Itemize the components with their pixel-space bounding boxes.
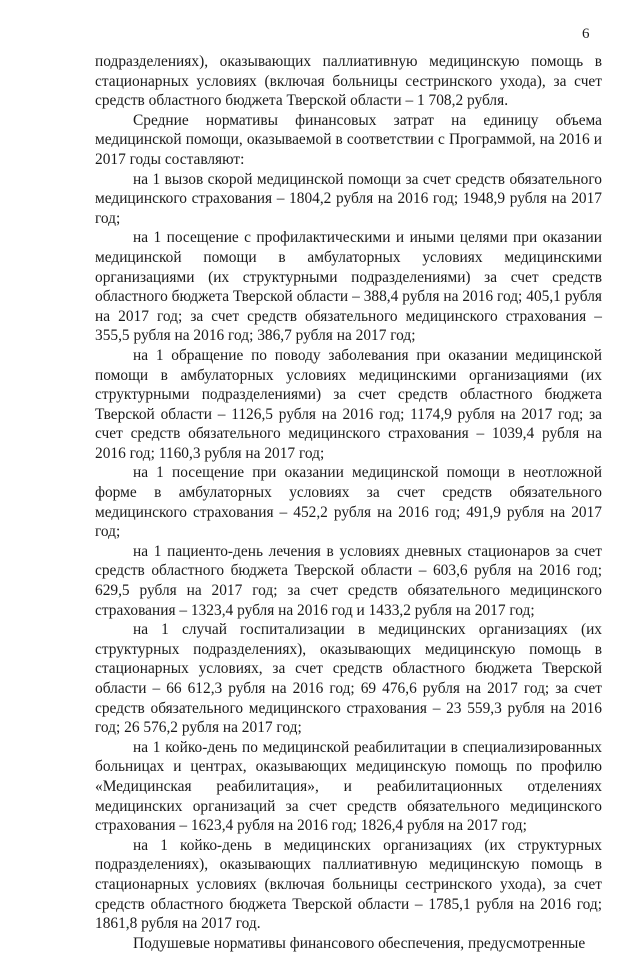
body-text [95,52,602,953]
paragraph-9: на 1 койко-день по медицинской реабилитации в специализированных больницах и центрах, оказывающих медицинскую помощь по профилю «Медицинская реабилитация», и реабилитационных отделениях медицинских организаций за счет средств обязательного медицинского страхования – 1623,4 рубля на 2016 год; 1826,4 рубля на 2017 год; [95,738,602,835]
paragraph-6: на 1 посещение при оказании медицинской помощи в неотложной форме в амбулаторных условиях за счет средств обязательного медицинского страхования – 452,2 рубля на 2016 год; 491,9 рубля на 2017 год; [95,464,602,541]
page-number: 6 [582,26,590,42]
paragraph-5: на 1 обращение по поводу заболевания при оказании медицинской помощи в амбулаторных условиях медицинскими организациями (их структурными подразделениями) за счет средств областного бюджета Тверской области – 1126,5 рубля на 2016 год; 1174,9 рубля на 2017 год; за счет средств обязательного медицинского страхования – 1039,4 рубля на 2016 год; 1160,3 рубля на 2017 год; [95,346,602,462]
paragraph-10: на 1 койко-день в медицинских организациях (их структурных подразделениях), оказывающих паллиативную медицинскую помощь в стационарных условиях (включая больницы сестринского ухода), за счет средств областного бюджета Тверской области – 1785,1 рубля на 2016 год; 1861,8 рубля на 2017 год. [95,836,602,933]
paragraph-1: подразделениях), оказывающих паллиативную медицинскую помощь в стационарных условиях (включая больницы сестринского ухода), за счет средств областного бюджета Тверской области – 1 708,2 рубля. [95,53,602,110]
paragraph-3: на 1 вызов скорой медицинской помощи за счет средств обязательного медицинского страхования – 1804,2 рубля на 2016 год; 1948,9 рубля на 2017 год; [95,170,602,227]
paragraph-8: на 1 случай госпитализации в медицинских организациях (их структурных подразделениях), оказывающих медицинскую помощь в стационарных условиях, за счет средств областного бюджета Тверской области – 66 612,3 рубля на 2016 год; 69 476,6 рубля на 2017 год; за счет средств обязательного медицинского страхования – 23 559,3 рубля на 2016 год; 26 576,2 рубля на 2017 год; [95,621,602,737]
paragraph-7: на 1 пациенто-день лечения в условиях дневных стационаров за счет средств областного бюджета Тверской области – 603,6 рубля на 2016 год; 629,5 рубля на 2017 год; за счет средств обязательного медицинского страхования – 1323,4 рубля на 2016 год и 1433,2 рубля на 2017 год; [95,542,602,619]
paragraph-4: на 1 посещение с профилактическими и иными целями при оказании медицинской помощи в амбулаторных условиях медицинскими организациями (их структурными подразделениями) за счет средств областного бюджета Тверской области – 388,4 рубля на 2016 год; 405,1 рубля на 2017 год; за счет средств обязательного медицинского страхования – 355,5 рубля на 2016 год; 386,7 рубля на 2017 год; [95,229,602,345]
paragraph-2: Средние нормативы финансовых затрат на единицу объема медицинской помощи, оказываемой в соответствии с Программой, на 2016 и 2017 годы составляют: [95,111,602,168]
paragraph-11: Подушевые нормативы финансового обеспечения, предусмотренные [133,934,586,952]
